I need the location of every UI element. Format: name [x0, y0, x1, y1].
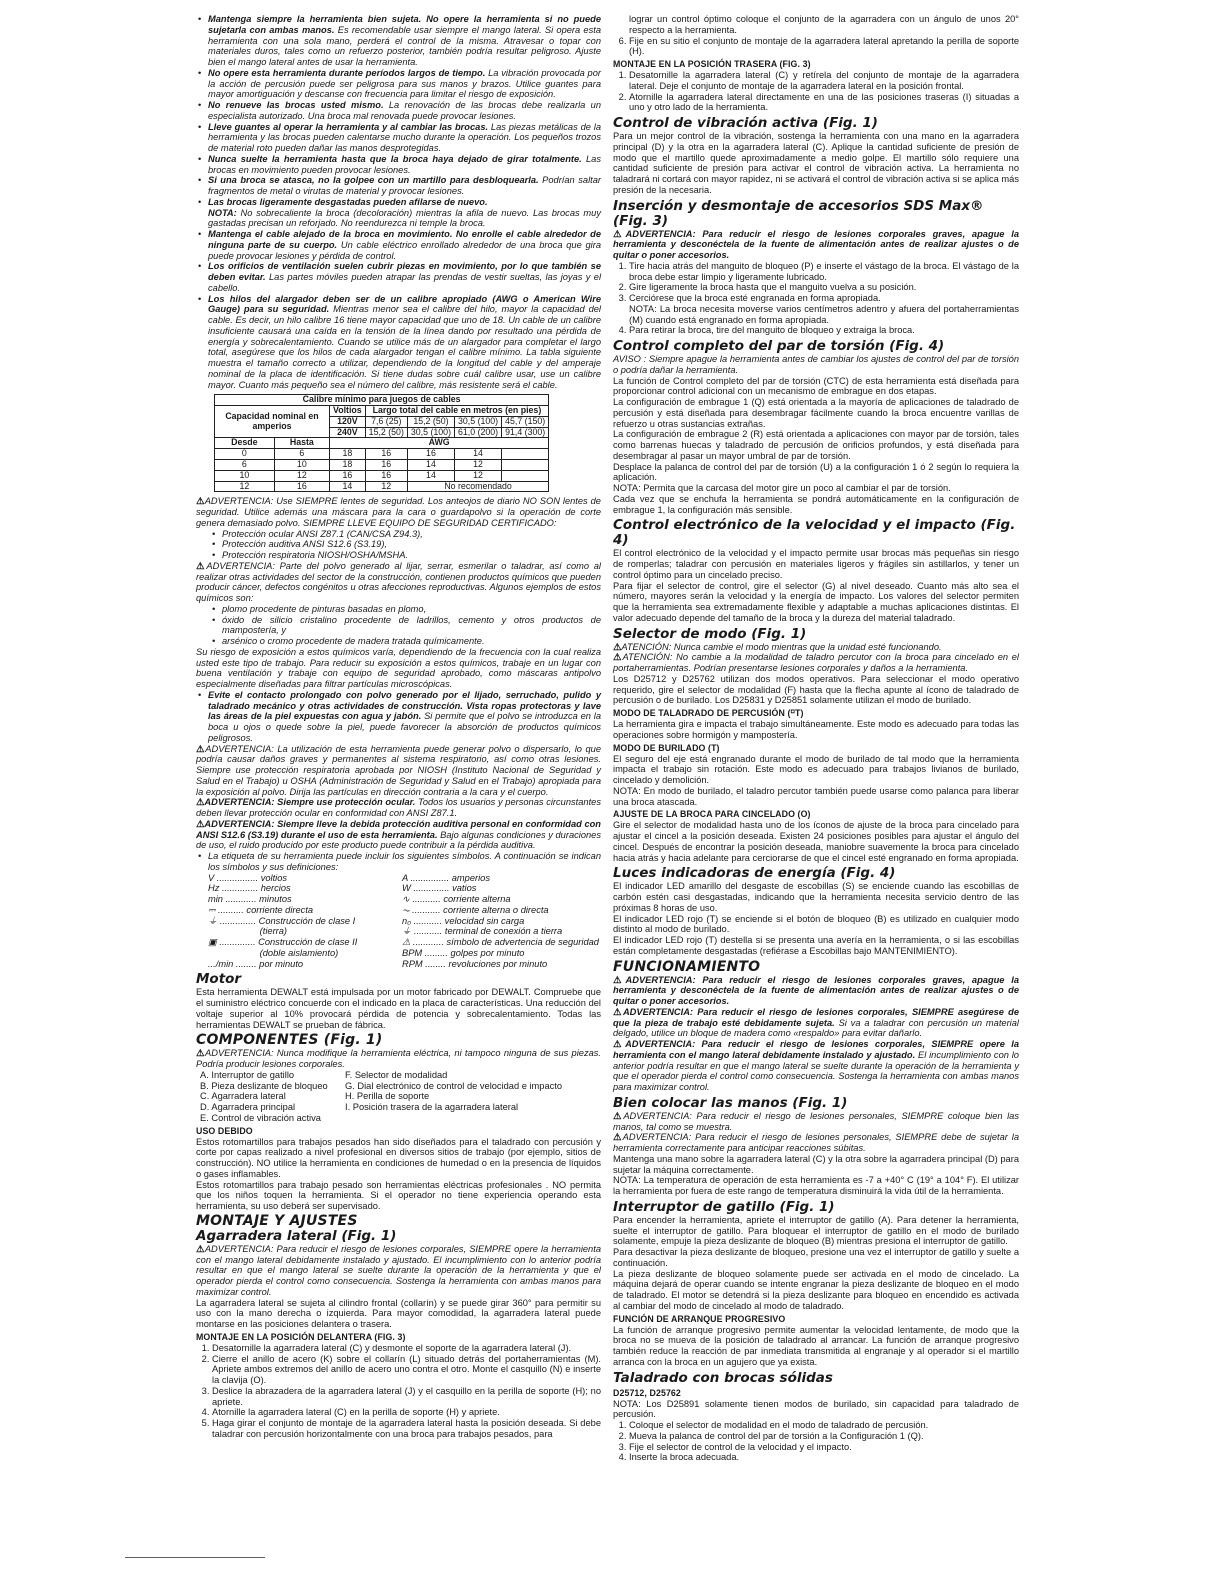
- table-row: 12 16 14 12 No recomendado: [215, 481, 549, 492]
- torque-paragraph-5: Cada vez que se enchufa la herramienta se pondrá automáticamente en la configuración de embrague 1, la configuración más sensible.: [613, 493, 1019, 515]
- list-item: 3. Deslice la abrazadera de la agarradera lateral (J) y el casquillo en la perilla de soporte (H); no apriete.: [212, 1386, 601, 1408]
- warning-dust-chemicals: ⚠ADVERTENCIA: Parte del polvo generado al lijar, serrar, esmerilar o taladrar, así como al realizar otras actividades del sector de la construcción, contienen productos químicos que pueden producir cáncer, defectos congénitos u otras afecciones reproductivas. Algunos ejemplos de estos químicos son:: [196, 560, 601, 604]
- warning-icon: ⚠: [613, 1132, 623, 1143]
- warning-icon: ⚠: [613, 641, 622, 652]
- trigger-paragraph-1: Para encender la herramienta, apriete el interruptor de gatillo (A). Para detener la herramienta, suelte el interruptor de gatillo. Para bloquear el interruptor de gatillo en el modo de burilado solamente, empuje la pieza deslizante de bloqueo (B) mientras presiona el interruptor de gatillo.: [613, 1214, 1019, 1247]
- list-item: • Evite el contacto prolongado con polvo generado por el lijado, serruchado, pulido y taladrado mecánico y otras actividades de construcción. Vista ropas protectoras y lave las áreas de la piel expuestas con agua y jabón. Si permite que el polvo se introduzca en la boca u ojos o quede sobre la piel, puede favorecer la absorción de productos químicos peligrosos.: [208, 690, 601, 744]
- symbol-entry: n₀ ........... velocidad sin carga: [402, 915, 525, 926]
- mode-paragraph: Los D25712 y D25762 utilizan dos modos operativos. Para seleccionar el modo operativo requerido, gire el selector de modalidad (F) hasta que la flecha apunte al ícono de taladrado de percusión o de burilado. Los D25831 y D25851 solamente utilizan el modo de burilado.: [613, 673, 1019, 706]
- warning-eye-protection: ⚠ADVERTENCIA: Siempre use protección ocular. Todos los usuarios y personas circunstantes deben llevar protección ocular en conformidad con ANSI Z87.1.: [196, 797, 601, 819]
- awg-header: AWG: [330, 438, 549, 449]
- torque-paragraph-2: La configuración de embrague 1 (Q) está orientada a la mayoría de aplicaciones de taladrado de percusión y está diseñada para desembragar fácilmente cuando la broca encuentre varillas de refuerzo u otras sustancias extrañas.: [613, 397, 1019, 429]
- hands-paragraph: Mantenga una mano sobre la agarradera lateral (C) y la otra sobre la agarradera principal (D) para sujetar la máquina correctamente.: [613, 1153, 1019, 1175]
- drilling-note: NOTA: Los D25891 solamente tienen modos de burilado, sin capacidad para taladrado de percusión.: [613, 1398, 1019, 1420]
- lights-paragraph-2: El indicador LED rojo (T) se enciende si el botón de bloqueo (B) es utilizado en cualquier modo distinto al modo de burilado.: [613, 913, 1019, 935]
- symbol-entry: ⎓ .......... corriente directa: [208, 904, 314, 915]
- torque-paragraph-3: La configuración de embrague 2 (R) está orientada a aplicaciones con mayor par de torsión, tales como barrenas huecas y taladrado de percusión de orificios profundos, y está diseñada para desembragar al pasar un mayor umbral de par de torsión.: [613, 429, 1019, 461]
- warning-hearing: ⚠ADVERTENCIA: Siempre lleve la debida protección auditiva personal en conformidad con ANSI S12.6 (S3.19) durante el uso de esta herramienta. Bajo algunas condiciones y duraciones de uso, el ruido producido por este producto puede contribuir a la pérdida auditiva.: [196, 818, 601, 851]
- symbols-intro: [196, 851, 601, 873]
- list-item: • Protección ocular ANSI Z87.1 (CAN/CSA Z94.3),: [222, 529, 601, 540]
- trigger-paragraph-3: La pieza deslizante de bloqueo solamente puede ser activada en el modo de cincelado. La máquina dejará de operar cuando se intente engranar la pieza deslizante de bloqueo en el modo de taladrado. El motor se detendrá si la pieza deslizante para bloqueo en encendido es activada al cambiar del modo de cincelado al modo de taladrado.: [613, 1268, 1019, 1311]
- list-item: A. Interruptor de gatillo: [200, 1069, 295, 1080]
- subheading-cincelado: AJUSTE DE LA BROCA PARA CINCELADO (O): [613, 809, 811, 820]
- protection-list: [196, 529, 601, 561]
- list-item: • óxido de silicio cristalino procedente de ladrillos, cemento y otros productos de mampostería, y: [222, 615, 601, 637]
- table-row: 10 12 16 16 14 12: [215, 470, 549, 481]
- list-item: F. Selector de modalidad: [345, 1069, 448, 1080]
- trigger-paragraph-2: Para desactivar la pieza deslizante de bloqueo, presione una vez el interruptor de gatillo y suelte a continuación.: [613, 1247, 1019, 1268]
- list-item: • Mantenga el cable alejado de la broca en movimiento. No enrolle el cable alrededor de ninguna parte de su cuerpo. Un cable eléctrico enrollado alrededor de una broca que gira puede provocar lesiones y pérdida de control.: [208, 229, 601, 261]
- list-item: E. Control de vibración activa: [200, 1112, 321, 1123]
- warning-icon: ⚠: [613, 1039, 626, 1049]
- front-mount-steps: [196, 1343, 601, 1440]
- list-item: 3. Fije el selector de control de la velocidad y el impacto.: [629, 1442, 1019, 1453]
- lights-paragraph-1: El indicador LED amarillo del desgaste de escobillas (S) se enciende cuando las escobillas de carbón estén casi desgastadas, indicando que la herramienta necesita servicio dentro de las próximas 8 horas de uso.: [613, 881, 1019, 913]
- subheading-percusion: MODO DE TALADRADO DE PERCUSIÓN (⸋T): [613, 708, 804, 718]
- capacity-header: Capacidad nominal en amperios: [215, 406, 330, 438]
- list-item: • La etiqueta de su herramienta puede incluir los siguientes símbolos. A continuación se indican los símbolos y sus definiciones:: [208, 851, 601, 873]
- left-column: [196, 14, 601, 1440]
- list-item: B. Pieza deslizante de bloqueo: [200, 1080, 328, 1091]
- warning-icon: ⚠: [196, 1048, 206, 1059]
- section-heading-funcionamiento: FUNCIONAMIENTO: [613, 958, 761, 975]
- chipping-paragraph: El seguro del eje está engranado durante el modo de burilado de tal modo que la herramienta impacta el trabajo sin rotación. Este modo es adecuado para trabajos livianos de burilado, cincelado y demolición.: [613, 753, 1019, 785]
- table-cell: 30,5 (100): [455, 416, 502, 427]
- symbol-entry: W .............. vatios: [402, 883, 477, 894]
- list-item: 1. Coloque el selector de modalidad en el modo de taladrado de percusión.: [629, 1420, 1019, 1431]
- section-heading-componentes: COMPONENTES (Fig. 1): [196, 1032, 383, 1049]
- warning-operation-2: ⚠ADVERTENCIA: Para reducir el riesgo de lesiones corporales, SIEMPRE asegúrese de que la pieza de trabajo esté debidamente sujeta. Si va a taladrar con percusión un material delgado, utilice un bloque de madera como «respaldo» para evitar dañarlo.: [613, 1006, 1019, 1039]
- torque-note: NOTA: Permita que la carcasa del motor gire un poco al cambiar el par de torsión.: [613, 483, 951, 493]
- symbol-entry: V ................ voltios: [208, 872, 288, 883]
- chipping-note: NOTA: En modo de burilado, el taladro percutor también puede usarse como palanca para liberar una broca atascada.: [613, 785, 1019, 807]
- note-label: NOTA:: [208, 207, 237, 218]
- torque-paragraph-4: Desplace la palanca de control del par de torsión (U) a la configuración 1 ó 2 según lo requiera la aplicación.: [613, 461, 1019, 483]
- exposure-paragraph: Su riesgo de exposición a estos químicos varía, dependiendo de la frecuencia con la cual realiza usted este tipo de trabajo. Para reducir su exposición a estos químicos, trabaje en un lugar con buena ventilación y trabaje con equipo de seguridad aprobado, como máscaras antipolvo especialmente diseñadas para filtrar partículas microscópicas.: [196, 646, 601, 690]
- voltage-header: Voltios: [330, 406, 366, 417]
- chisel-paragraph: Gire el selector de modalidad hasta uno de los íconos de ajuste de la broca para cincelado para ajustar el cincel a la posición deseada. Existen 24 posiciones posibles para ajustar el ángulo del cincel. Después de encontrar la posición deseada, maniobre suavemente la broca para cincelado hacia atrás y hacia adelante para cerciorarse de que el cincel esté engranado en forma apropiada.: [613, 820, 1019, 863]
- subheading-burilado: MODO DE BURILADO (T): [613, 742, 720, 753]
- motor-paragraph: Esta herramienta DEWALT está impulsada por un motor fabricado por DEWALT. Compruebe que el suministro eléctrico concuerde con el indicado en la placa de características. Una reducción del voltaje superior al 10% provocará pérdida de potencia y sobrecalentamiento. Todas las herramientas DEWALT se prueban de fábrica.: [196, 987, 601, 1030]
- warning-icon: ⚠: [613, 1006, 623, 1017]
- components-list: [196, 1070, 601, 1124]
- table-row: 6 10 18 16 14 12: [215, 460, 549, 471]
- warning-operation-3: ⚠ADVERTENCIA: Para reducir el riesgo de lesiones corporales, SIEMPRE opere la herramienta con el mango lateral debidamente instalado y ajustado. El incumplimiento con lo anterior podría resultar en que el mango lateral se suelte durante la operación de la herramienta y que el operador pierda el control como consecuencia. Sostenga la herramienta con ambas manos para maximizar control.: [613, 1039, 1019, 1092]
- list-item: D. Agarradera principal: [200, 1102, 296, 1113]
- section-heading-insercion: Inserción y desmontaje de accesorios SDS Max® (Fig. 3): [613, 197, 984, 229]
- warning-icon: ⚠: [196, 818, 205, 829]
- safety-bullets-2: [196, 229, 601, 390]
- speed-paragraph-2: Para fijar el selector de control, gire el selector (G) al nivel deseado. Cuanto más alto sea el número, mayores serán la velocidad y la energía de impacto. Los valores del selector permiten que la herramienta sea extremadamente flexible y adaptable a muchas aplicaciones distintas. El valor adecuado depende del tamaño de la broca y la dureza del material taladrado.: [613, 580, 1019, 623]
- subheading-trasera: MONTAJE EN LA POSICIÓN TRASERA (FIG. 3): [613, 59, 811, 69]
- table-cell: 30,5 (100): [407, 427, 454, 438]
- vibration-paragraph: Para un mejor control de la vibración, sostenga la herramienta con una mano en la agarradera principal (D) y la otra en la agarradera lateral (C). Aplique la cantidad suficiente de presión de modo que el martillo quede aproximadamente a medio golpe. El martillo sólo requiere una cantidad suficiente de presión para activar el control de vibración activa. La herramienta no taladrará ni cortará con mayor rapidez, ni se activará el control de vibración activa si se aplica más presión de la necesaria.: [613, 131, 1019, 195]
- model-numbers: D25712, D25762: [613, 1387, 681, 1398]
- agarradera-paragraph: La agarradera lateral se sujeta al cilindro frontal (collarín) y se puede girar 360° para permitir su uso con la mano derecha o izquierda. Para mayor comodidad, la agarradera lateral puede montarse en las posiciones delantera o trasera.: [196, 1297, 601, 1330]
- subheading-delantera: MONTAJE EN LA POSICIÓN DELANTERA (FIG. 3): [196, 1331, 406, 1342]
- safety-bullets-1: [196, 14, 601, 229]
- list-item: 6. Fije en su sitio el conjunto de montaje de la agarradera lateral apretando la perilla de soporte (H).: [629, 36, 1019, 58]
- cable-gauge-table: [214, 394, 549, 492]
- list-item: 4. Atornille la agarradera lateral (C) en la perilla de soporte (H) y apriete.: [212, 1407, 601, 1418]
- list-item: • Protección auditiva ANSI S12.6 (S3.19),: [222, 539, 601, 550]
- table-cell: 15,2 (50): [407, 416, 454, 427]
- warning-icon: ⚠: [613, 652, 623, 663]
- subheading-uso-debido: USO DEBIDO: [196, 1125, 253, 1136]
- soft-start-paragraph: La función de arranque progresivo permite aumentar la velocidad lentamente, de modo que la broca no se mueva de la posición de taladrado al arrancar. La función de arranque progresivo también reduce la reacción de par inmediata transmitida al engranaje y al operador si el martillo arranca con la broca en un agujero que ya exista.: [613, 1324, 1019, 1367]
- percussion-paragraph: La herramienta gira e impacta el trabajo simultáneamente. Este modo es adecuado para todas las operaciones sobre hormigón y mampostería.: [613, 719, 1019, 740]
- symbol-entry: .../min ........ por minuto: [208, 958, 304, 969]
- section-heading-taladrado: Taladrado con brocas sólidas: [613, 1369, 833, 1386]
- table-cell: 15,2 (50): [365, 427, 407, 438]
- voltage-cell: 240V: [330, 427, 366, 438]
- warning-icon: ⚠: [613, 974, 626, 985]
- list-item: 1. Tire hacia atrás del manguito de bloqueo (P) e inserte el vástago de la broca. El vástago de la broca debe estar limpio y ligeramente lubricado.: [629, 261, 1019, 283]
- symbol-entry: ⏦ ........... corriente alterna o directa: [402, 904, 549, 915]
- symbol-entry: BPM ......... golpes por minuto: [402, 947, 525, 958]
- list-item: 2. Cierre el anillo de acero (K) sobre el collarín (L) situado detrás del portaherramientas (M). Apriete ambos extremos del anillo de acero uno contra el otro. Monte el casquillo (N) e inserte la clavija (O).: [212, 1354, 601, 1386]
- list-item: 4. Para retirar la broca, tire del manguito de bloqueo y extraiga la broca.: [629, 325, 1019, 336]
- front-mount-steps-cont: [613, 36, 1019, 58]
- continuation-text: lograr un control óptimo coloque el conjunto de la agarradera con un ángulo de unos 20° respecto a la herramienta.: [629, 14, 1019, 35]
- list-item: • arsénico o cromo procedente de madera tratada químicamente.: [222, 636, 601, 647]
- list-item: • plomo procedente de pinturas basadas en plomo,: [222, 604, 601, 615]
- list-item: 1. Desatornille la agarradera lateral (C) y desmonte el soporte de la agarradera lateral (J).: [212, 1343, 601, 1354]
- symbol-entry: min ............ minutos: [208, 894, 292, 905]
- warning-icon: ⚠: [196, 1243, 205, 1254]
- list-item: • Si una broca se atasca, no la golpee con un martillo para desbloquearla. Podrían saltar fragmentos de metal o virutas de material y provocar lesiones.: [208, 175, 601, 197]
- insertion-steps: [613, 261, 1019, 336]
- length-header: Largo total del cable en metros (en pies): [365, 406, 549, 417]
- symbol-entry: ⚠ ............ símbolo de advertencia de seguridad: [402, 937, 599, 948]
- symbol-entry: ⏚ .............. Construcción de clase I: [208, 915, 356, 926]
- subheading-arranque: FUNCIÓN DE ARRANQUE PROGRESIVO: [613, 1313, 786, 1324]
- section-heading-agarradera: Agarradera lateral (Fig. 1): [196, 1227, 397, 1244]
- section-heading-modo: Selector de modo (Fig. 1): [613, 625, 807, 642]
- uso-paragraph-2: Estos rotomartillos para trabajo pesado son herramientas eléctricas profesionales . NO permita que los niños toquen la herramienta. Si el operador no tiene experiencia operando esta herramienta, su uso deberá ser supervisado.: [196, 1179, 601, 1212]
- warning-modify: ⚠ADVERTENCIA: Nunca modifique la herramienta eléctrica, ni tampoco ninguna de sus piezas. Podría producir lesiones corporales.: [196, 1048, 601, 1070]
- temperature-note: NOTA: La temperatura de operación de esta herramienta es -7 a +40° C (19° a 104° F). El utilizar la herramienta por fuera de este rango de temperatura disminuirá la vida útil de la herramienta.: [613, 1175, 1019, 1196]
- section-heading-vibracion: Control de vibración activa (Fig. 1): [613, 115, 878, 131]
- list-item: • Nunca suelte la herramienta hasta que la broca haya dejado de girar totalmente. Las brocas en movimiento pueden provocar lesiones.: [208, 154, 601, 176]
- caution-mode-1: ⚠ATENCIÓN: Nunca cambie el modo mientras que la unidad esté funcionando.: [613, 641, 942, 652]
- section-heading-montaje: MONTAJE Y AJUSTES: [196, 1212, 358, 1229]
- chemicals-list: [196, 604, 601, 647]
- list-item: 5. Haga girar el conjunto de montaje de la agarradera lateral hasta la posición deseada. Si debe taladrar con percusión horizontalmente con una broca para trabajos pesados, para: [212, 1418, 601, 1440]
- right-column: [613, 14, 1019, 1463]
- list-item: 2. Gire ligeramente la broca hasta que el manguito vuelva a su posición.: [629, 282, 1019, 293]
- list-item: • Lleve guantes al operar la herramienta y al cambiar las brocas. Las piezas metálicas de la herramienta y las brocas pueden calentarse mucho durante la operación. Los pequeños trozos de material roto pueden dañar las manos desprotegidas.: [208, 122, 601, 154]
- list-item: I. Posición trasera de la agarradera lateral: [345, 1102, 519, 1113]
- list-item: 2. Atornille la agarradera lateral directamente en una de las posiciones traseras (I) situadas a uno y otro lado de la herramienta.: [629, 92, 1019, 114]
- list-item: H. Perilla de soporte: [345, 1091, 430, 1102]
- warning-icon: ⚠: [196, 560, 207, 571]
- notice-torque: AVISO : Siempre apague la herramienta antes de cambiar los ajustes de control del par de torsión o podría dañar la herramienta.: [613, 354, 1019, 375]
- symbol-entry: ∿ ........... corriente alterna: [402, 894, 511, 905]
- list-item: • Las brocas ligeramente desgastadas pueden afilarse de nuevo. NOTA: No sobrecaliente la broca (decoloración) mientras la afila de nuevo. Las brocas muy gastadas precisan un reforjado. No reendurezca ni temple la broca.: [208, 197, 601, 229]
- section-heading-motor: Motor: [196, 971, 242, 988]
- symbol-entry: A ............... amperios: [402, 872, 491, 883]
- warning-icon: ⚠: [196, 496, 205, 507]
- list-item: G. Dial electrónico de control de velocidad e impacto: [345, 1080, 563, 1091]
- table-title: Calibre mínimo para juegos de cables: [215, 395, 549, 406]
- from-header: Desde: [215, 438, 275, 449]
- symbol-entry: ⏚ ........... terminal de conexión a tierra: [402, 926, 563, 937]
- list-item: 2. Mueva la palanca de control del par de torsión a la Configuración 1 (Q).: [629, 1431, 1019, 1442]
- list-item: 3. Cerciórese que la broca esté engranada en forma apropiada. NOTA: La broca necesita moverse varios centímetros adentro y afuera del portaherramientas (M) cuando está engranado en forma apropiada.: [629, 293, 1019, 325]
- footer-rule: [125, 1557, 265, 1558]
- list-item: 1. Desatornille la agarradera lateral (C) y retírela del conjunto de montaje de la agarradera lateral. Deje el conjunto de montaje de la agarradera lateral en la posición frontal.: [629, 70, 1019, 92]
- warning-side-handle: ⚠ADVERTENCIA: Para reducir el riesgo de lesiones corporales, SIEMPRE opere la herramienta con el mango lateral debidamente instalado y ajustado. El incumplimiento con lo anterior podría resultar en que el mango lateral se suelte durante la operación de la herramienta y que el operador pierda el control como consecuencia. Sostenga la herramienta con ambas manos para maximizar control.: [196, 1243, 601, 1297]
- section-heading-luces: Luces indicadoras de energía (Fig. 4): [613, 865, 896, 882]
- table-cell: 91,4 (300): [502, 427, 549, 438]
- list-item: • Protección respiratoria NIOSH/OSHA/MSHA.: [222, 550, 601, 561]
- symbol-entry: ▣ .............. Construcción de clase II: [208, 937, 358, 948]
- warning-respiratory: ⚠ADVERTENCIA: La utilización de esta herramienta puede generar polvo o dispersarlo, lo que podría causar daños graves y permanentes al sistema respiratorio, así como otras lesiones. Siempre use protección respiratoria aprobada por NIOSH (Instituto Nacional de Seguridad y Salud en el Trabajo) u OSHA (Administración de Seguridad y Salud en el Trabajo) apropiada para la exposición al polvo. Dirija las partículas en dirección contraria a la cara y el cuerpo.: [196, 743, 601, 797]
- list-item: • No renueve las brocas usted mismo. La renovación de las brocas debe realizarla un especialista autorizado. Una broca mal renovada puede provocar lesiones.: [208, 100, 601, 122]
- section-heading-par: Control completo del par de torsión (Fig. 4): [613, 338, 945, 354]
- list-item: • Los hilos del alargador deben ser de un calibre apropiado (AWG o American Wire Gauge) para su seguridad. Mientras menor sea el calibre del hilo, mayor la capacidad del cable. Es decir, un hilo calibre 16 tiene mayor capacidad que uno de 18. Un cable de un calibre insuficiente causará una caída en la tensión de la línea dando por resultado una pérdida de energía y sobrecalentamiento. Cuando se utilice más de un alargador para completar el largo total, asegúrese que los hilos de cada alargador tengan el calibre mínimo. La tabla siguiente muestra el tamaño correcto a utilizar, dependiendo de la longitud del cable y del amperaje nominal de la placa de identificación. Si tiene dudas sobre cuál calibre usar, use un calibre mayor. Cuanto más pequeño sea el número del calibre, más resistente será el cable.: [208, 294, 601, 391]
- warning-icon: ⚠: [613, 228, 626, 239]
- symbols-table: [196, 873, 601, 970]
- speed-paragraph-1: El control electrónico de la velocidad y el impacto permite usar brocas más pequeñas sin riesgo de romperlas; taladrar con percusión en materiales ligeros y frágiles sin astillarlos, y tener un control óptimo para un cincelado preciso.: [613, 548, 1019, 580]
- symbol-entry: (doble aislamiento): [208, 947, 339, 958]
- table-cell: 61,0 (200): [455, 427, 502, 438]
- warning-operation-1: ⚠ADVERTENCIA: Para reducir el riesgo de lesiones corporales graves, apague la herramienta y desconéctela de la fuente de alimentación antes de realizar ajustes o de quitar o poner accesorios.: [613, 974, 1019, 1006]
- warning-icon: ⚠: [196, 743, 206, 754]
- safety-bullet-3: [196, 690, 601, 744]
- list-item: 4. Inserte la broca adecuada.: [629, 1452, 1019, 1463]
- torque-paragraph-1: La función de Control completo del par de torsión (CTC) de esta herramienta está diseñada para proporcionar control adicional con un mecanismo de embrague en dos etapas.: [613, 375, 1019, 397]
- section-heading-gatillo: Interruptor de gatillo (Fig. 1): [613, 1198, 835, 1215]
- caution-mode-2: ⚠ATENCIÓN: No cambie a la modalidad de taladro percutor con la broca para cincelado en el portaherramientas. Podrían presentarse lesiones corporales y daños a la herramienta.: [613, 652, 1019, 673]
- to-header: Hasta: [274, 438, 329, 449]
- symbol-entry: RPM ........ revoluciones por minuto: [402, 958, 548, 969]
- table-cell: 7,6 (25): [365, 416, 407, 427]
- list-item: • Los orificios de ventilación suelen cubrir piezas en movimiento, por lo que también se deben evitar. Las partes móviles pueden atrapar las prendas de vestir sueltas, las joyas y el cabello.: [208, 261, 601, 293]
- list-item: • Mantenga siempre la herramienta bien sujeta. No opere la herramienta si no puede sujetarla con ambas manos. Es recomendable usar siempre el mango lateral. Si opera esta herramienta con una sola mano, perderá el control de la misma. Atravesar o topar con materiales duros, tales como un refuerzo posterior, también podría resultar peligroso. Ajuste bien el mango lateral antes de usar la herramienta.: [208, 14, 601, 68]
- uso-paragraph-1: Estos rotomartillos para trabajos pesados han sido diseñados para el taladrado con percusión y corte por capas realizado a nivel profesional en diversos sitios de trabajo (por ejemplo, sitios de construcción). NO utilice la herramienta en condiciones de humedad o en la presencia de líquidos o gases inflamables.: [196, 1136, 601, 1179]
- list-item: • No opere esta herramienta durante períodos largos de tiempo. La vibración provocada por la acción de percusión puede ser peligrosa para sus manos y brazos. Utilice guantes para mayor amortiguación y descanse con frecuencia para limitar el riesgo de exposición.: [208, 68, 601, 100]
- warning-hands-1: ⚠ADVERTENCIA: Para reducir el riesgo de lesiones personales, SIEMPRE coloque bien las manos, tal como se muestra.: [613, 1110, 1019, 1132]
- lights-paragraph-3: El indicador LED rojo (T) destella si se presenta una avería en la herramienta, o si las escobillas están completamente desgastadas (refiérase a Escobillas bajo MANTENIMIENTO).: [613, 935, 1019, 956]
- warning-hands-2: ⚠ADVERTENCIA: Para reducir el riesgo de lesiones personales, SIEMPRE debe de sujetar la herramienta correctamente para anticipar reacciones súbitas.: [613, 1132, 1020, 1153]
- table-cell: 45,7 (150): [502, 416, 549, 427]
- section-heading-manos: Bien colocar las manos (Fig. 1): [613, 1094, 848, 1111]
- warning-icon: ⚠: [613, 1110, 624, 1121]
- list-item: C. Agarradera lateral: [200, 1091, 286, 1102]
- warning-accessories: ⚠ADVERTENCIA: Para reducir el riesgo de lesiones corporales graves, apague la herramienta y desconéctela de la fuente de alimentación antes de realizar ajustes o de quitar o poner accesorios.: [613, 228, 1019, 260]
- list-item: [345, 1113, 605, 1124]
- section-heading-velocidad: Control electrónico de la velocidad y el impacto (Fig. 4): [613, 517, 1016, 549]
- warning-safety-glasses: ⚠ADVERTENCIA: Use SIEMPRE lentes de seguridad. Los anteojos de diario NO SON lentes de seguridad. Utilice además una máscara para la cara o guardapolvo si la operación de corte genera demasiado polvo. SIEMPRE LLEVE EQUIPO DE SEGURIDAD CERTIFICADO:: [196, 496, 601, 528]
- rear-mount-steps: [613, 70, 1019, 113]
- drilling-steps: [613, 1420, 1019, 1463]
- voltage-cell: 120V: [330, 416, 366, 427]
- table-row: 0 6 18 16 16 14: [215, 449, 549, 460]
- warning-icon: ⚠: [196, 797, 205, 808]
- symbol-entry: Hz .............. hercios: [208, 883, 291, 894]
- symbol-entry: (tierra): [208, 926, 288, 937]
